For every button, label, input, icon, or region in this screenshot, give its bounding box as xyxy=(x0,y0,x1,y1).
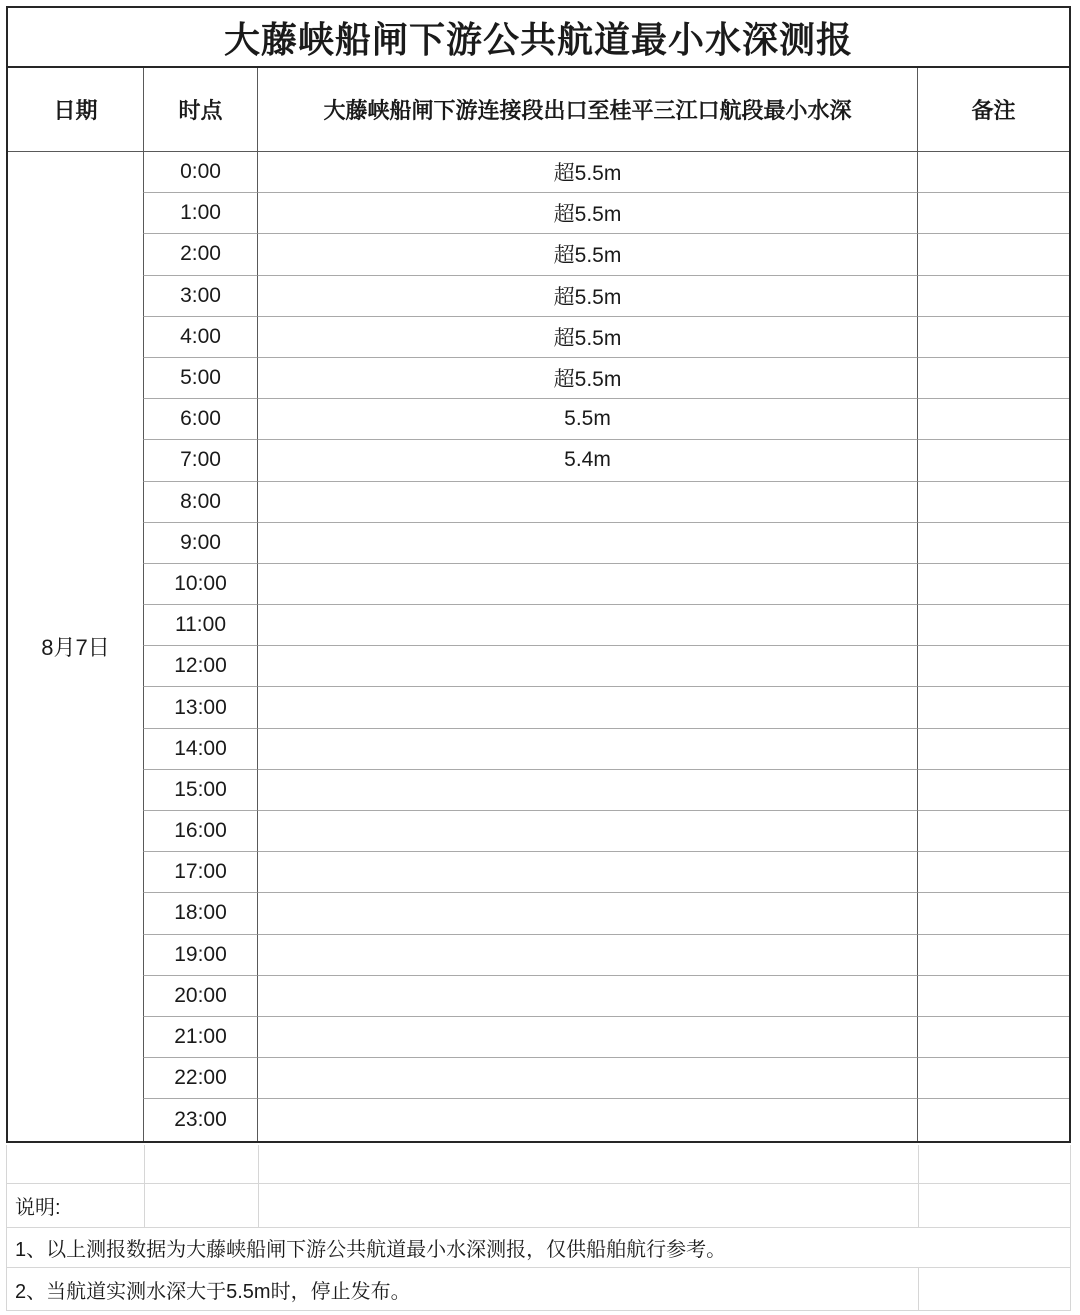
remark-cell xyxy=(917,976,1069,1017)
empty-cell xyxy=(258,1184,918,1227)
time-cell: 15:00 xyxy=(143,770,257,811)
remark-cell xyxy=(917,358,1069,399)
depth-cell xyxy=(257,1058,917,1099)
time-cell: 10:00 xyxy=(143,564,257,605)
time-cell: 20:00 xyxy=(143,976,257,1017)
time-cell: 14:00 xyxy=(143,729,257,770)
remark-cell xyxy=(917,317,1069,358)
depth-cell xyxy=(257,729,917,770)
note-2: 2、当航道实测水深大于5.5m时，停止发布。 xyxy=(15,1280,411,1303)
remark-cell xyxy=(917,893,1069,934)
remark-cell xyxy=(917,399,1069,440)
table-header-row xyxy=(8,68,1069,152)
empty-cell xyxy=(258,1145,918,1183)
time-cell: 1:00 xyxy=(143,193,257,234)
remark-cell xyxy=(917,523,1069,564)
time-cell: 21:00 xyxy=(143,1017,257,1058)
empty-row xyxy=(7,1145,1070,1184)
remark-cell xyxy=(917,935,1069,976)
remark-cell xyxy=(917,1017,1069,1058)
remark-cell xyxy=(917,1099,1069,1140)
depth-cell xyxy=(257,482,917,523)
remark-cell xyxy=(917,276,1069,317)
depth-cell: 超5.5m xyxy=(257,193,917,234)
time-cell: 6:00 xyxy=(143,399,257,440)
remark-cell xyxy=(917,193,1069,234)
remark-cell xyxy=(917,234,1069,275)
empty-cell xyxy=(918,1145,1070,1183)
depth-cell xyxy=(257,646,917,687)
depth-cell xyxy=(257,893,917,934)
notes-label: 说明: xyxy=(15,1197,61,1219)
depth-cell xyxy=(257,523,917,564)
report-title: 大藤峡船闸下游公共航道最小水深测报 xyxy=(8,8,1069,68)
time-cell: 0:00 xyxy=(143,152,257,193)
depth-cell: 超5.5m xyxy=(257,317,917,358)
depth-cell xyxy=(257,605,917,646)
time-cell: 17:00 xyxy=(143,852,257,893)
depth-cell xyxy=(257,564,917,605)
depth-cell: 超5.5m xyxy=(257,234,917,275)
time-cell: 12:00 xyxy=(143,646,257,687)
remark-cell xyxy=(917,770,1069,811)
remark-cell xyxy=(917,564,1069,605)
note-1: 1、以上测报数据为大藤峡船闸下游公共航道最小水深测报，仅供船舶航行参考。 xyxy=(7,1228,1070,1268)
time-cell: 16:00 xyxy=(143,811,257,852)
depth-cell xyxy=(257,935,917,976)
empty-cell xyxy=(144,1145,258,1183)
header-date: 日期 xyxy=(53,98,98,123)
remark-cell xyxy=(917,811,1069,852)
depth-cell xyxy=(257,770,917,811)
time-cell: 11:00 xyxy=(143,605,257,646)
header-depth: 大藤峡船闸下游连接段出口至桂平三江口航段最小水深 xyxy=(257,68,917,151)
remark-cell xyxy=(917,482,1069,523)
time-cell: 23:00 xyxy=(143,1099,257,1140)
depth-cell: 超5.5m xyxy=(257,358,917,399)
remark-cell xyxy=(917,852,1069,893)
depth-cell xyxy=(257,976,917,1017)
depth-cell xyxy=(257,687,917,728)
empty-cell xyxy=(144,1184,258,1227)
depth-report-table xyxy=(6,6,1071,1143)
table-body xyxy=(8,152,1069,1141)
time-cell: 2:00 xyxy=(143,234,257,275)
date-cell: 8月7日 xyxy=(41,634,110,660)
header-remark: 备注 xyxy=(917,68,1069,151)
header-time: 时点 xyxy=(143,68,257,151)
depth-cell xyxy=(257,811,917,852)
remark-cell xyxy=(917,646,1069,687)
empty-cell xyxy=(918,1184,1070,1227)
time-cell: 13:00 xyxy=(143,687,257,728)
time-cell: 5:00 xyxy=(143,358,257,399)
remark-cell xyxy=(917,440,1069,481)
time-cell: 3:00 xyxy=(143,276,257,317)
depth-cell: 超5.5m xyxy=(257,152,917,193)
depth-cell xyxy=(257,1017,917,1058)
time-cell: 22:00 xyxy=(143,1058,257,1099)
depth-cell xyxy=(257,852,917,893)
notes-label-row xyxy=(7,1184,1070,1228)
remark-cell xyxy=(917,152,1069,193)
time-cell: 9:00 xyxy=(143,523,257,564)
remark-cell xyxy=(917,729,1069,770)
note-2-row xyxy=(7,1268,1070,1311)
remark-cell xyxy=(917,687,1069,728)
empty-cell xyxy=(7,1145,144,1183)
time-cell: 19:00 xyxy=(143,935,257,976)
depth-cell: 超5.5m xyxy=(257,276,917,317)
depth-cell: 5.5m xyxy=(257,399,917,440)
time-cell: 4:00 xyxy=(143,317,257,358)
time-cell: 18:00 xyxy=(143,893,257,934)
empty-cell xyxy=(918,1268,1070,1310)
remark-cell xyxy=(917,1058,1069,1099)
time-cell: 7:00 xyxy=(143,440,257,481)
depth-cell: 5.4m xyxy=(257,440,917,481)
time-cell: 8:00 xyxy=(143,482,257,523)
footer-section xyxy=(6,1145,1071,1311)
depth-cell xyxy=(257,1099,917,1140)
remark-cell xyxy=(917,605,1069,646)
